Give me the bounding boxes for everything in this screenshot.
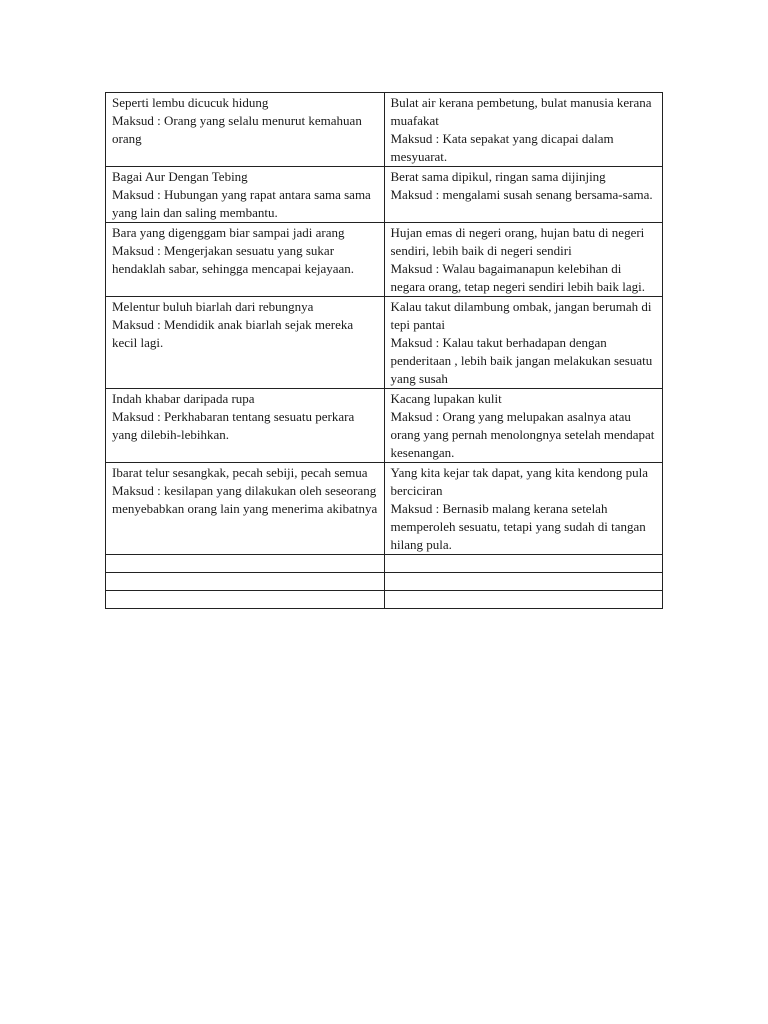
empty-table-row: [106, 591, 663, 609]
empty-table-cell: [384, 591, 663, 609]
peribahasa-text: Melentur buluh biarlah dari rebungnya: [112, 299, 314, 314]
table-row: [106, 389, 663, 463]
table-cell: [384, 167, 663, 223]
table-cell: [384, 389, 663, 463]
peribahasa-text: Indah khabar daripada rupa: [112, 391, 255, 406]
table-cell: [384, 93, 663, 167]
table-cell: [106, 297, 385, 389]
maksud-text: Maksud : Mengerjakan sesuatu yang sukar hendaklah sabar, sehingga mencapai kejayaan.: [112, 243, 355, 276]
maksud-text: Maksud : Orang yang melupakan asalnya atau orang yang pernah menolongnya setelah mendapat kesenangan.: [390, 409, 655, 460]
maksud-text: Maksud : Mendidik anak biarlah sejak mereka kecil lagi.: [112, 317, 354, 350]
maksud-text: Maksud : Orang yang selalu menurut kemahuan orang: [112, 113, 362, 146]
table-cell: [106, 389, 385, 463]
table-cell: [384, 463, 663, 555]
peribahasa-text: Kacang lupakan kulit: [390, 391, 502, 406]
peribahasa-text: Kalau takut dilambung ombak, jangan berumah di tepi pantai: [390, 299, 652, 332]
table-cell: [384, 223, 663, 297]
table-cell: [106, 167, 385, 223]
peribahasa-text: Seperti lembu dicucuk hidung: [112, 95, 269, 110]
table-cell: [106, 93, 385, 167]
empty-table-cell: [106, 591, 385, 609]
table-cell: [384, 297, 663, 389]
empty-table-cell: [106, 555, 385, 573]
maksud-text: Maksud : Kalau takut berhadapan dengan penderitaan , lebih baik jangan melakukan sesuatu yang susah: [390, 335, 653, 386]
peribahasa-text: Berat sama dipikul, ringan sama dijinjing: [390, 169, 606, 184]
maksud-text: Maksud : Bernasib malang kerana setelah memperoleh sesuatu, tetapi yang sudah di tangan hilang pula.: [390, 501, 646, 552]
table-row: [106, 167, 663, 223]
peribahasa-table: [105, 92, 663, 609]
table-cell: [106, 463, 385, 555]
empty-table-cell: [384, 573, 663, 591]
table-row: [106, 297, 663, 389]
table-row: [106, 463, 663, 555]
empty-table-cell: [384, 555, 663, 573]
peribahasa-text: Hujan emas di negeri orang, hujan batu di negeri sendiri, lebih baik di negeri sendiri: [390, 225, 645, 258]
peribahasa-text: Ibarat telur sesangkak, pecah sebiji, pecah semua: [112, 465, 368, 480]
table-row: [106, 223, 663, 297]
peribahasa-text: Bagai Aur Dengan Tebing: [112, 169, 248, 184]
empty-table-cell: [106, 573, 385, 591]
empty-table-row: [106, 555, 663, 573]
empty-table-row: [106, 573, 663, 591]
peribahasa-text: Bulat air kerana pembetung, bulat manusia kerana muafakat: [390, 95, 652, 128]
maksud-text: Maksud : Perkhabaran tentang sesuatu perkara yang dilebih-lebihkan.: [112, 409, 355, 442]
maksud-text: Maksud : kesilapan yang dilakukan oleh seseorang menyebabkan orang lain yang menerima akibatnya: [112, 483, 378, 516]
peribahasa-text: Yang kita kejar tak dapat, yang kita kendong pula berciciran: [390, 465, 649, 498]
maksud-text: Maksud : mengalami susah senang bersama-sama.: [390, 187, 653, 202]
peribahasa-text: Bara yang digenggam biar sampai jadi arang: [112, 225, 345, 240]
table-row: [106, 93, 663, 167]
maksud-text: Maksud : Walau bagaimanapun kelebihan di negara orang, tetap negeri sendiri lebih baik lagi.: [390, 261, 645, 294]
table-cell: [106, 223, 385, 297]
maksud-text: Maksud : Hubungan yang rapat antara sama sama yang lain dan saling membantu.: [112, 187, 371, 220]
maksud-text: Maksud : Kata sepakat yang dicapai dalam mesyuarat.: [390, 131, 614, 164]
